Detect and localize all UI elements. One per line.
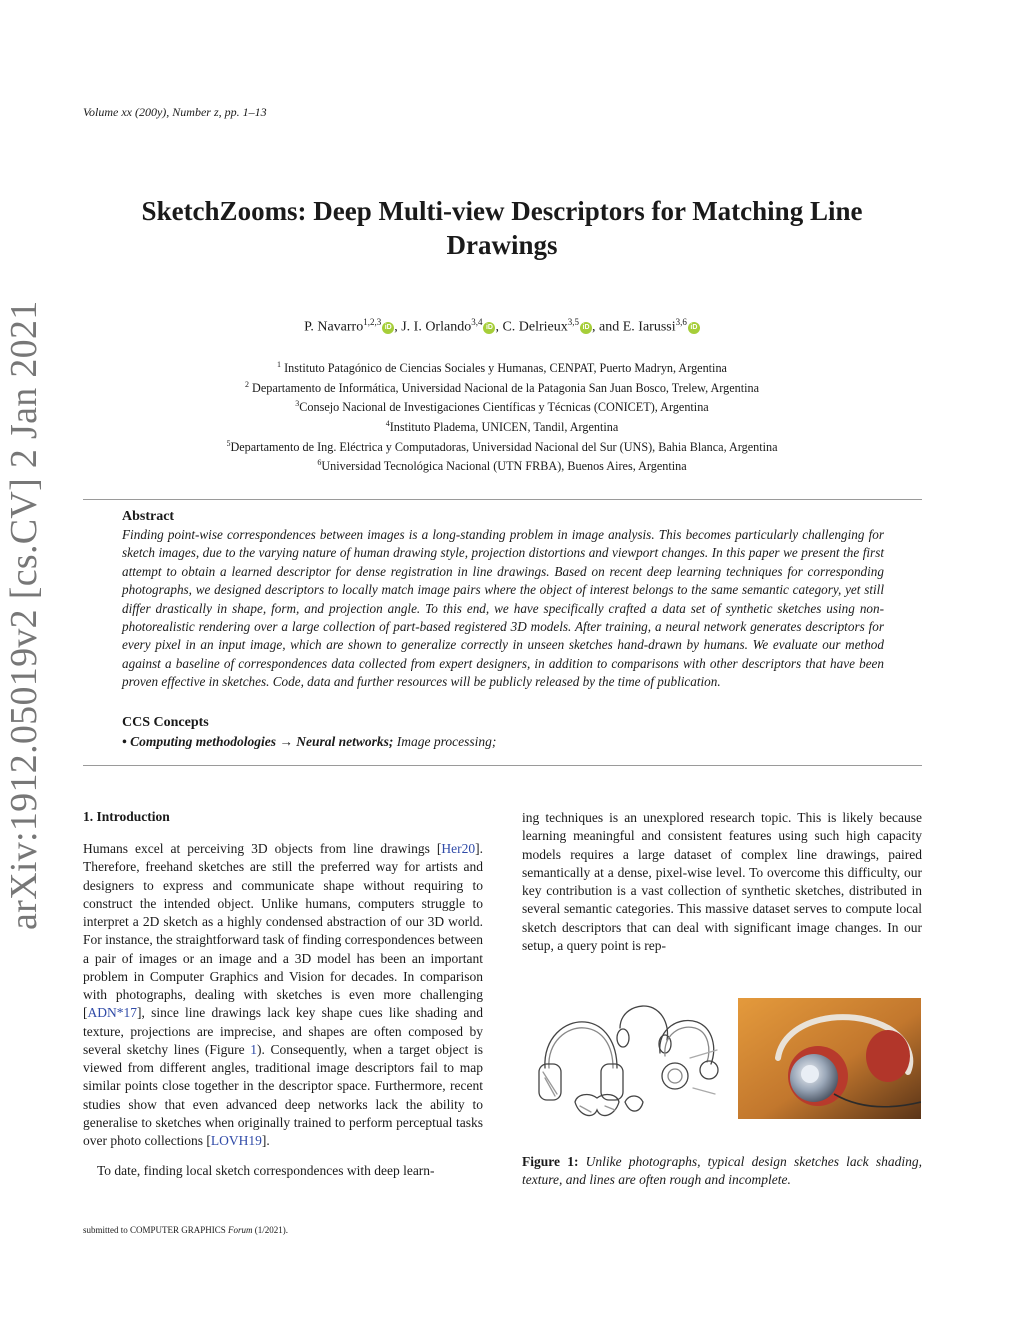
figure-ref-link[interactable]: 1 (250, 1041, 257, 1057)
affiliation-text: Departamento de Informática, Universidad Nacional de la Patagonia San Juan Bosco, Trelew, Argentina (248, 380, 760, 395)
affiliation-number: 5 (226, 438, 231, 448)
author-affil-sup: 3,6 (675, 317, 687, 327)
author-name: C. Delrieux (502, 319, 568, 335)
affiliation-item (150, 396, 854, 416)
photo-cushion (866, 1030, 910, 1082)
sketch-headband-line (545, 1022, 617, 1068)
author-name: P. Navarro (304, 319, 364, 335)
affiliation-number: 1 (277, 360, 282, 369)
headphone-photo-image (738, 998, 921, 1119)
body-text: ). Consequently, when a target object is viewed from different angles, traditional image descriptors fail to map similar points close together in the descriptor space. Furthermore, recent studies show that even advanced deep networks lack the ability to generalise to sketches when originally trained to perform perceptual tasks over photo collections [ (83, 1041, 484, 1148)
body-text: ], since line drawings lack key shape cues like shading and texture, projections are imprecise, and shapes are often composed by several sketchy lines (Figure (83, 1005, 483, 1057)
ccs-bullet: • (122, 734, 131, 749)
paragraph (522, 809, 922, 955)
author-affil-sup: 3,4 (471, 317, 483, 327)
footer-forum: Forum (228, 1225, 253, 1235)
author-separator: , (394, 319, 402, 335)
sketch-hatch-line (543, 1072, 557, 1096)
page-footer (83, 1225, 288, 1235)
affiliation-item (150, 377, 854, 397)
abstract-heading: Abstract (122, 509, 175, 524)
sketch-cushion (625, 1096, 643, 1111)
affiliation-text: Instituto Patagónico de Ciencias Sociales y Humanas, CENPAT, Puerto Madryn, Argentina (281, 361, 727, 376)
ccs-extra: Image processing; (393, 734, 497, 749)
citation-link[interactable]: Her20 (441, 841, 476, 856)
sketch-earcup (617, 1029, 629, 1047)
abstract-text: Finding point-wise correspondences between images is a long-standing problem in image analysis. This becomes particularly challenging for sketch images, due to the varying nature of human drawing style, projection distortions and viewport changes. In this paper we present the first attempt to obtain a learned descriptor for dense registration in line drawings. Based on recent deep learning techniques for corresponding photographs, we designed descriptors to locally match image pairs where the object of interest belongs to the same semantic category, yet still differ drastically in shape, form, and projection angle. To this end, we have specifically crafted a data set of synthetic sketches using non-photorealistic rendering over a large collection of part-based registered 3D models. After training, a neural network generates descriptors for every pixel in an input image, which are shown to generalize correctly in unseen sketches hand-drawn by humans. We evaluate our method against a baseline of correspondences data collected from expert designers, in addition to comparisons with other descriptors that have been proven effective in sketches. Code, data and further resources will be publicly released by the time of publication. (122, 527, 884, 690)
figure-caption (522, 1153, 922, 1190)
photo-earcup-center (801, 1065, 819, 1083)
sketch-headband-line (549, 1028, 613, 1068)
paragraph (83, 840, 483, 1150)
affiliation-list (150, 357, 854, 475)
footer-text: (1/2021). (252, 1225, 289, 1235)
sketch-earcup (668, 1069, 682, 1083)
affiliation-item (150, 455, 854, 475)
affiliation-item (150, 436, 854, 456)
orcid-icon[interactable]: iD (483, 322, 495, 334)
ccs-category: Computing methodologies (130, 734, 277, 749)
affiliation-number: 6 (317, 458, 322, 468)
author-affil-sup: 3,5 (567, 317, 580, 327)
journal-header: Volume xx (200y), Number z, pp. 1–13 (83, 105, 267, 119)
author-separator: , and (592, 319, 623, 335)
divider-top (83, 499, 922, 500)
affiliation-text: Universidad Tecnológica Nacional (UTN FRBA), Buenos Aires, Argentina (321, 459, 687, 474)
ccs-concept: Neural networks; (296, 734, 394, 749)
affiliation-text: Instituto Pladema, UNICEN, Tandil, Argentina (389, 420, 619, 435)
sketch-earcup (700, 1061, 718, 1079)
body-column-right (522, 809, 922, 955)
affiliation-item (150, 357, 854, 377)
body-column-left (83, 840, 483, 1181)
sketch-headband-line (620, 1006, 667, 1040)
ccs-heading: CCS Concepts (122, 715, 209, 730)
affiliation-number: 4 (385, 418, 390, 428)
footer-text: submitted to COMPUTER GRAPHICS (83, 1225, 229, 1235)
affiliation-item (150, 416, 854, 436)
affiliation-text: Consejo Nacional de Investigaciones Científicas y Técnicas (CONICET), Argentina (299, 400, 709, 415)
ccs-concepts (122, 734, 496, 750)
divider-bottom (83, 765, 922, 766)
body-text: ing techniques is an unexplored research topic. This is likely because learning meaningful and consistent features using such high capacity models requires a large dataset of complex line drawings, paired semantically at a dense, pixel-wise level. To overcome this difficulty, our key contribution is a vast collection of synthetic sketches, distributed in several semantic categories. This massive dataset serves to compute local sketch descriptors that can deal with significant image changes. In our setup, a query point is rep- (522, 810, 922, 953)
body-text: To date, finding local sketch correspondences with deep learn- (97, 1163, 435, 1179)
section-heading: 1. Introduction (83, 809, 170, 824)
orcid-icon[interactable]: iD (688, 322, 700, 334)
body-text: ]. Therefore, freehand sketches are still the preferred way for artists and designers to express and communicate shape without requiring to construct the intended object. Unlike humans, computers struggle to interpret a 2D sketch as a highly condensed abstraction of our 3D world. For instance, the straightforward task of finding correspondences between a pair of images or an image and a 3D model has been an important problem in Computer Graphics and Vision for decades. In comparison with photographs, dealing with sketches is even more challenging [ (83, 841, 483, 1021)
sketch-cushion (575, 1095, 619, 1116)
affiliation-text: Departamento de Ing. Eléctrica y Computadoras, Universidad Nacional del Sur (UNS), Bahia Blanca, Argentina (230, 439, 778, 454)
orcid-icon[interactable]: iD (382, 322, 394, 334)
author-name: E. Iarussi (622, 319, 676, 335)
paper-title: SketchZooms: Deep Multi-view Descriptors for Matching Line Drawings (141, 196, 863, 260)
figure-label: Figure 1: (522, 1154, 579, 1169)
orcid-icon[interactable]: iD (580, 322, 592, 334)
citation-link[interactable]: ADN*17 (87, 1005, 137, 1021)
headphone-sketch-image (525, 998, 725, 1128)
arxiv-stamp: arXiv:1912.05019v2 [cs.CV] 2 Jan 2021 (3, 300, 45, 930)
paragraph (83, 1162, 483, 1180)
body-text: Humans excel at perceiving 3D objects from line drawings [ (83, 841, 442, 856)
author-separator: , (495, 319, 503, 335)
figure-caption-text: Unlike photographs, typical design sketches lack shading, texture, and lines are often rough and incomplete. (522, 1154, 922, 1188)
affiliation-number: 2 (244, 379, 249, 389)
sketch-earcup (662, 1063, 688, 1089)
arrow-right-icon: → (276, 734, 297, 749)
author-affil-sup: 1,2,3 (363, 317, 382, 327)
citation-link[interactable]: LOVH19 (210, 1133, 262, 1148)
affiliation-number: 3 (295, 399, 300, 409)
author-name: J. I. Orlando (401, 319, 472, 335)
author-list (150, 317, 854, 336)
body-text: ]. (261, 1133, 270, 1148)
